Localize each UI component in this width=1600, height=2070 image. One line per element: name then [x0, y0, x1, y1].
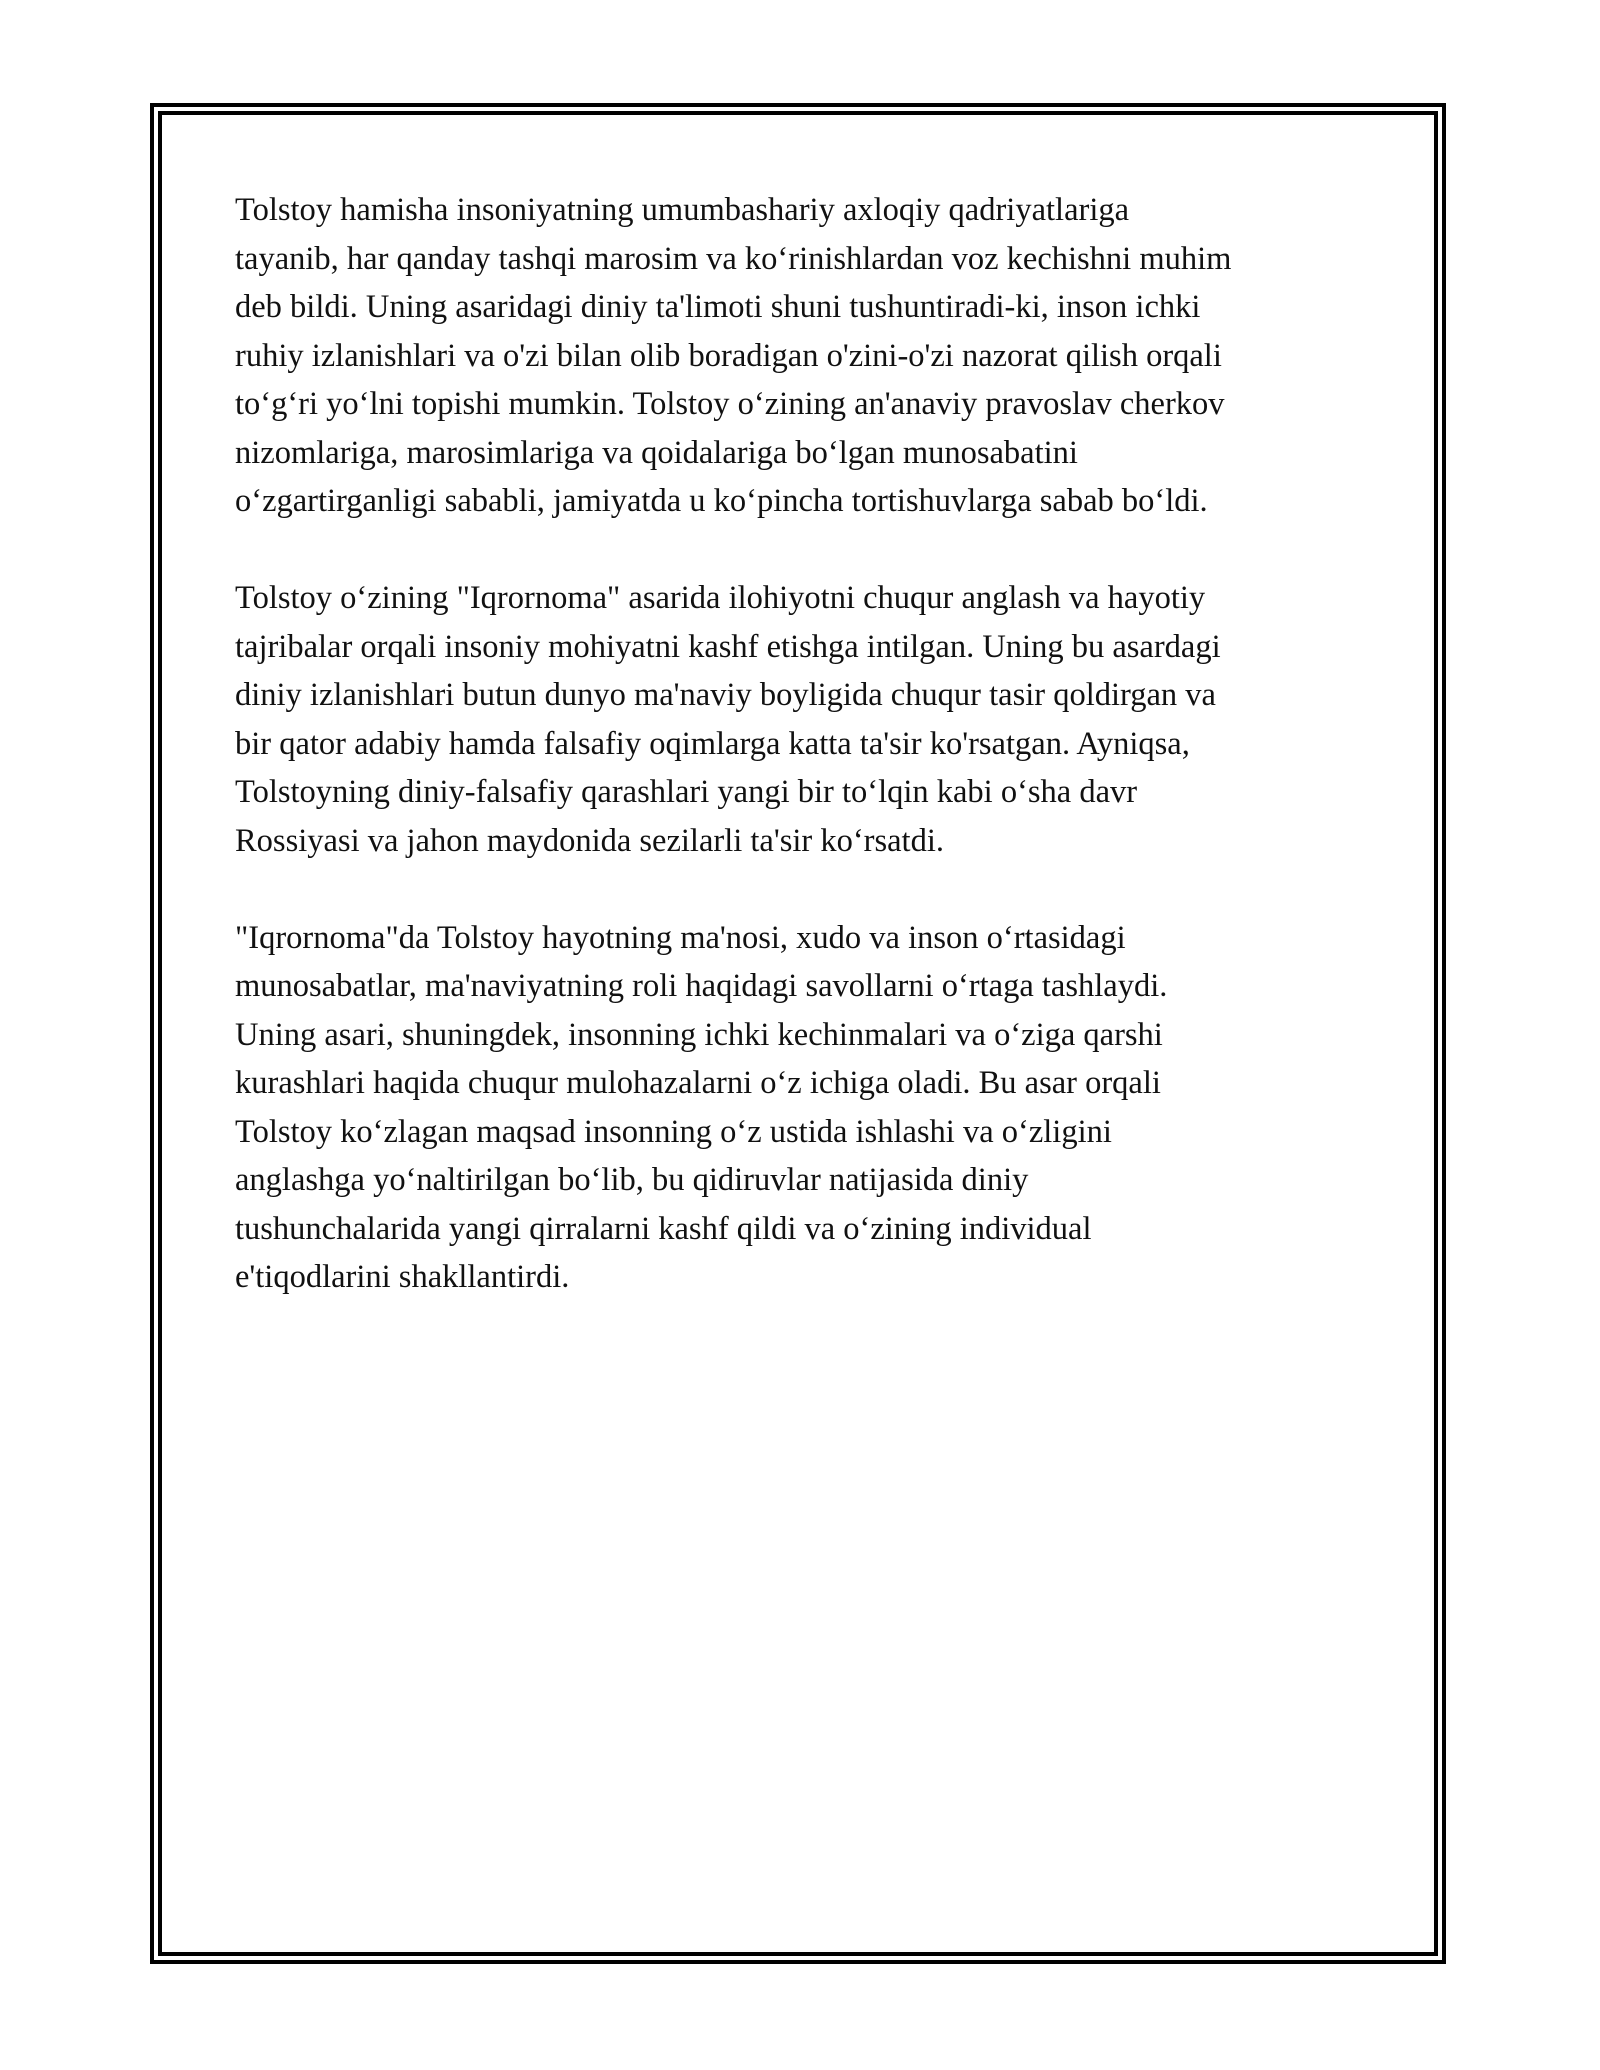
paragraph-2: Tolstoy o‘zining "Iqrornoma" asarida ilohiyotni chuqur anglash va hayotiy tajribalar orqali insoniy mohiyatni kashf etishga intilgan. Uning bu asardagi diniy izlanishlari butun dunyo ma'naviy boyligida chuqur tasir qoldirgan va bir qator adabiy hamda falsafiy oqimlarga katta ta'sir ko'rsatgan. Ayniqsa, Tolstoyning diniy-falsafiy qarashlari yangi bir to‘lqin kabi o‘sha davr Rossiyasi va jahon maydonida sezilarli ta'sir ko‘rsatdi.: [235, 580, 1221, 859]
paragraph-3: "Iqrornoma"da Tolstoy hayotning ma'nosi, xudo va inson o‘rtasidagi munosabatlar, ma'naviyatning roli haqidagi savollarni o‘rtaga tashlaydi. Uning asari, shuningdek, insonning ichki kechinmalari va o‘ziga qarshi kurashlari haqida chuqur mulohazalarni o‘z ichiga oladi. Bu asar orqali Tolstoy ko‘zlagan maqsad insonning o‘z ustida ishlashi va o‘zligini anglashga yo‘naltirilgan bo‘lib, bu qidiruvlar natijasida diniy tushunchalarida yangi qirralarni kashf qildi va o‘zining individual e'tiqodlarini shakllantirdi.: [235, 919, 1168, 1295]
paragraph-1: Tolstoy hamisha insoniyatning umumbashariy axloqiy qadriyatlariga tayanib, har qanday tashqi marosim va ko‘rinishlardan voz kechishni muhim deb bildi. Uning asaridagi diniy ta'limoti shuni tushuntiradi-ki, inson ichki ruhiy izlanishlari va o'zi bilan olib boradigan o'zini-o'zi nazorat qilish orqali to‘g‘ri yo‘lni topishi mumkin. Tolstoy o‘zining an'anaviy pravoslav cherkov nizomlariga, marosimlariga va qoidalariga bo‘lgan munosabatini o‘zgartirganligi sababli, jamiyatda u ko‘pincha tortishuvlarga sabab bo‘ldi.: [235, 192, 1232, 519]
document-body: [235, 186, 1365, 1350]
